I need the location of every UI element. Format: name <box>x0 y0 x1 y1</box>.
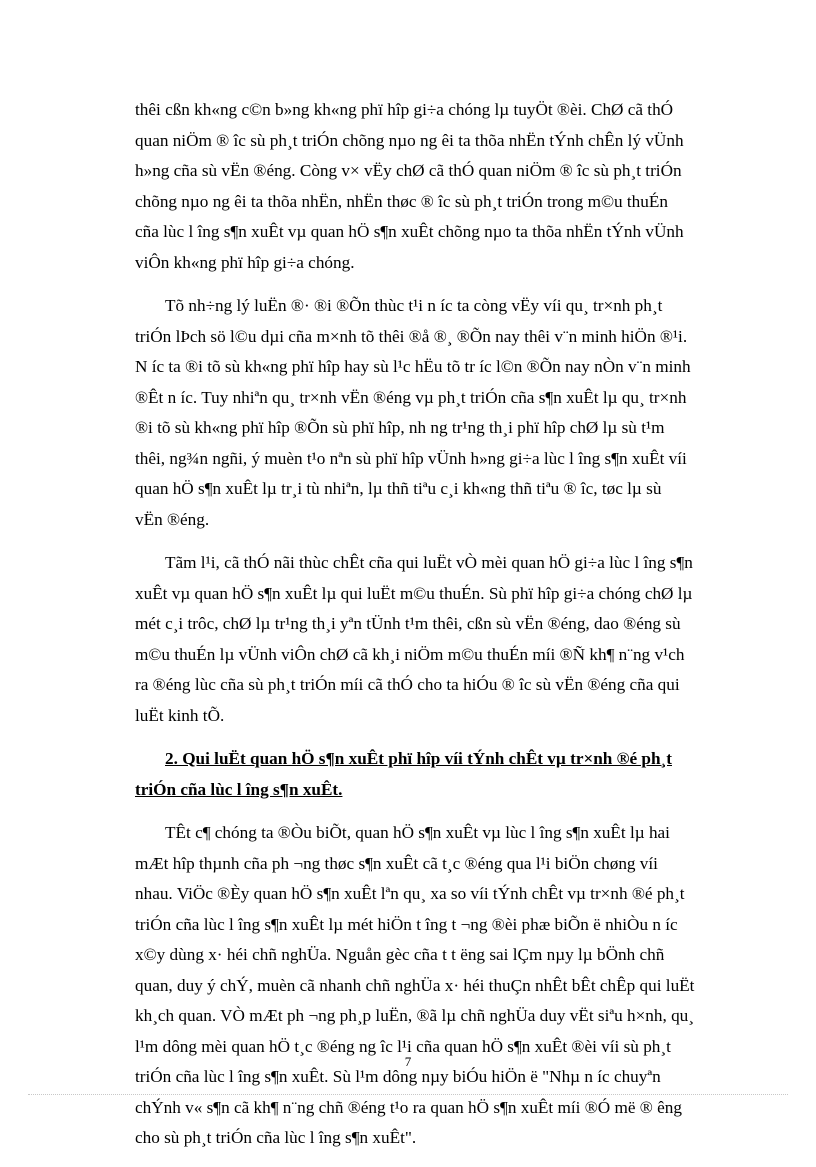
section-heading <box>135 744 743 805</box>
text-line: quan hÖ s¶n xuÊt lµ tr¸i tù nhiªn, lµ thñ tiªu c¸i kh«ng thñ tiªu ® îc, tøc lµ sù <box>135 479 662 498</box>
text-line: quan, duy ý chÝ, muèn cã nhanh chñ nghÜa x· héi thuÇn nhÊt bÊt chÊp qui luËt <box>135 975 695 995</box>
text-line: cho sù ph¸t triÓn cña lùc l îng s¶n xuÊt". <box>135 1128 417 1147</box>
document-body <box>135 95 743 1167</box>
text-line: chÝnh v« s¶n cã kh¶ n¨ng chñ ®éng t¹o ra quan hÖ s¶n xuÊt míi ®Ó më ® êng <box>135 1097 682 1117</box>
text-line: m©u thuÉn lµ vÜnh viÔn chØ cã kh¸i niÖm m©u thuÉn míi ®Ñ kh¶ n¨ng v¹ch <box>135 644 685 664</box>
paragraph-1 <box>135 95 743 278</box>
text-line: x©y dùng x· héi chñ nghÜa. Nguån gèc cña t t ëng sai lÇm nµy lµ bÖnh chñ <box>135 945 665 964</box>
text-line: quan niÖm ® îc sù ph¸t triÓn chõng nµo ng êi ta thõa nhËn tÝnh chÊn lý vÜnh <box>135 130 684 150</box>
paragraph-4 <box>135 818 743 1154</box>
paragraph-2 <box>135 291 743 535</box>
text-line: h»ng cña sù vËn ®éng. Còng v× vËy chØ cã thÓ quan niÖm ® îc sù ph¸t triÓn <box>135 161 682 180</box>
text-line: mét c¸i trôc, chØ lµ tr¹ng th¸i yªn tÜnh t¹m thêi, cßn sù vËn ®éng, dao ®éng sù <box>135 614 681 633</box>
text-line: ®Êt n íc. Tuy nhiªn qu¸ tr×nh vËn ®éng vµ ph¸t triÓn cña s¶n xuÊt lµ qu¸ tr×nh <box>135 387 687 407</box>
text-line: chõng nµo ng êi ta thõa nhËn, nhËn thøc ® îc sù ph¸t triÓn trong m©u thuÉn <box>135 191 668 211</box>
page-number: 7 <box>404 1054 412 1069</box>
text-line: vËn ®éng. <box>135 509 210 529</box>
text-line: mÆt hîp thµnh cña ph ¬ng thøc s¶n xuÊt cã t¸c ®éng qua l¹i biÖn chøng víi <box>135 853 658 873</box>
heading-line: 2. Qui luËt quan hÖ s¶n xuÊt phï hîp víi tÝnh chÊt vµ tr×nh ®é ph¸t <box>165 749 672 768</box>
paragraph-3 <box>135 548 743 731</box>
text-line: nhau. ViÖc ®Èy quan hÖ s¶n xuÊt lªn qu¸ xa so víi tÝnh chÊt vµ tr×nh ®é ph¸t <box>135 884 685 903</box>
text-line: kh¸ch quan. VÒ mÆt ph ¬ng ph¸p luËn, ®ã lµ chñ nghÜa duy vËt siªu h×nh, qu¸ <box>135 1006 694 1025</box>
text-line: triÓn cña lùc l îng s¶n xuÊt. Sù l¹m dông nµy biÓu hiÖn ë "Nhµ n íc chuyªn <box>135 1067 661 1086</box>
page-bottom-border <box>28 1094 788 1095</box>
text-line: viÔn kh«ng phï hîp gi÷a chóng. <box>135 252 355 272</box>
text-line: N íc ta ®i tõ sù kh«ng phï hîp hay sù l¹c hËu tõ tr íc l©n ®Õn nay nÒn v¨n minh <box>135 357 691 376</box>
text-line: luËt kinh tÕ. <box>135 705 225 725</box>
text-line: TÊt c¶ chóng ta ®Òu biÕt, quan hÖ s¶n xuÊt vµ lùc l îng s¶n xuÊt lµ hai <box>165 823 670 842</box>
text-line: Tõ nh÷ng lý luËn ®· ®i ®Õn thùc t¹i n íc ta còng vËy víi qu¸ tr×nh ph¸t <box>165 296 663 315</box>
text-line: thêi cßn kh«ng c©n b»ng kh«ng phï hîp gi÷a chóng lµ tuyÖt ®èi. ChØ cã thÓ <box>135 100 674 119</box>
text-line: Tãm l¹i, cã thÓ nãi thùc chÊt cña qui luËt vÒ mèi quan hÖ gi÷a lùc l îng s¶n <box>165 553 693 572</box>
text-line: cña lùc l îng s¶n xuÊt vµ quan hÖ s¶n xuÊt chõng nµo ta thõa nhËn tÝnh vÜnh <box>135 222 684 241</box>
text-line: xuÊt vµ quan hÖ s¶n xuÊt lµ qui luËt m©u thuÉn. Sù phï hîp gi÷a chóng chØ lµ <box>135 583 693 603</box>
text-line: ®i tõ sù kh«ng phï hîp ®Õn sù phï hîp, nh ng tr¹ng th¸i phï hîp chØ lµ sù t¹m <box>135 418 665 437</box>
heading-line: triÓn cña lùc l îng s¶n xuÊt. <box>135 779 343 799</box>
text-line: ra ®éng lùc cña sù ph¸t triÓn míi cã thÓ cho ta hiÓu ® îc sù vËn ®éng cña qui <box>135 675 680 694</box>
text-line: thêi, ng¾n ngñi, ý muèn t¹o nªn sù phï hîp vÜnh h»ng gi÷a lùc l îng s¶n xuÊt víi <box>135 448 687 468</box>
text-line: triÓn lÞch sö l©u dµi cña m×nh tõ thêi ®å ®¸ ®Õn nay thêi v¨n minh hiÖn ®¹i. <box>135 326 688 346</box>
text-line: l¹m dông mèi quan hÖ t¸c ®éng ng îc l¹i cña quan hÖ s¶n xuÊt ®èi víi sù ph¸t <box>135 1036 671 1056</box>
text-line: triÓn cña lùc l îng s¶n xuÊt lµ mét hiÖn t îng t ¬ng ®èi phæ biÕn ë nhiÒu n íc <box>135 914 678 934</box>
